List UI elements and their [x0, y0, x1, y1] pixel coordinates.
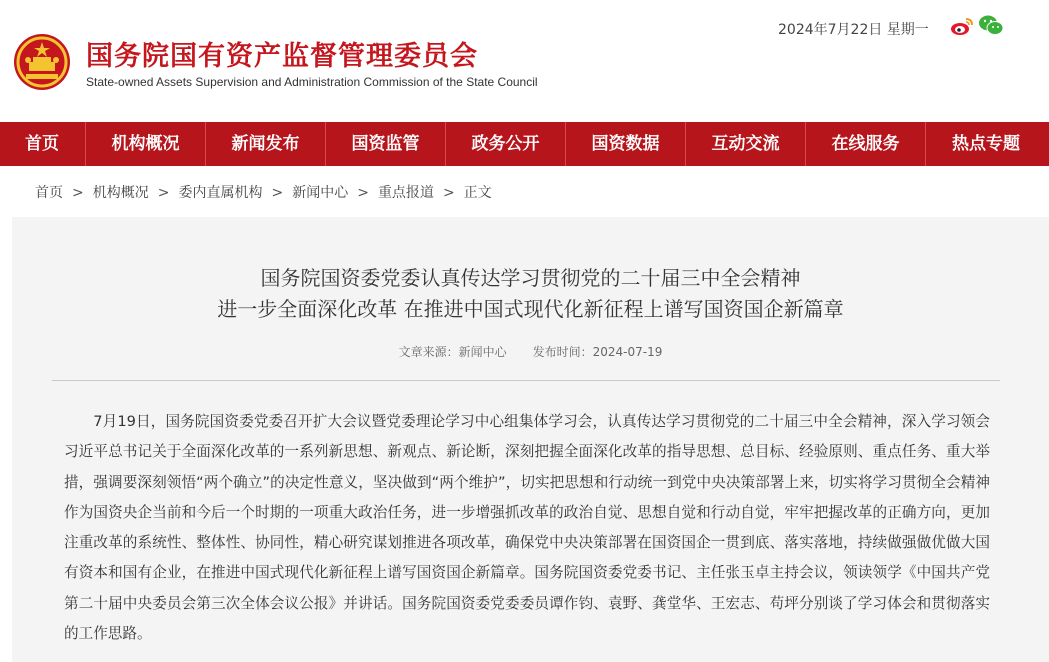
nav-item-interaction[interactable]: 互动交流	[686, 122, 806, 166]
divider	[52, 380, 1000, 381]
national-emblem-icon[interactable]	[12, 32, 72, 92]
breadcrumb-separator: >	[357, 185, 369, 201]
nav-item-hot-topics[interactable]: 热点专题	[952, 134, 1020, 154]
breadcrumb-separator: >	[442, 185, 455, 201]
site-title[interactable]: 国务院国有资产监督管理委员会	[86, 41, 478, 72]
breadcrumb-affiliated-units[interactable]: 委内直属机构	[178, 185, 263, 201]
breadcrumb-organization[interactable]: 机构概况	[92, 185, 149, 201]
wechat-icon[interactable]	[978, 14, 1004, 36]
site-header	[0, 0, 1049, 122]
breadcrumb-separator: >	[157, 185, 170, 201]
breadcrumb-separator: >	[72, 185, 84, 201]
breadcrumb-key-reports[interactable]: 重点报道	[377, 185, 434, 201]
breadcrumb-home[interactable]: 首页	[35, 185, 63, 201]
nav-item-government-affairs[interactable]: 政务公开	[446, 122, 566, 166]
nav-item-data[interactable]: 国资数据	[566, 122, 686, 166]
article-title	[12, 263, 1049, 325]
nav-item-supervision[interactable]: 国资监管	[326, 122, 446, 166]
weibo-icon[interactable]	[950, 16, 974, 36]
article-source: 文章来源：新闻中心	[398, 345, 507, 359]
nav-item-online-service[interactable]: 在线服务	[806, 122, 926, 166]
breadcrumb-news-center[interactable]: 新闻中心	[292, 185, 349, 201]
breadcrumb-separator: >	[271, 185, 284, 201]
main-nav	[0, 122, 1049, 166]
article-container	[12, 217, 1049, 662]
article-publish-time: 发布时间：2024-07-19	[532, 345, 663, 359]
breadcrumb-current: 正文	[463, 185, 492, 201]
article-title-line2: 进一步全面深化改革 在推进中国式现代化新征程上谱写国资国企新篇章	[217, 297, 844, 321]
nav-item-news-release[interactable]: 新闻发布	[206, 122, 326, 166]
breadcrumb	[35, 182, 492, 202]
nav-item-organization[interactable]: 机构概况	[86, 122, 206, 166]
current-date: 2024年7月22日 星期一	[778, 22, 929, 38]
article-title-line1: 国务院国资委党委认真传达学习贯彻党的二十届三中全会精神	[260, 266, 801, 290]
article-meta	[12, 343, 1049, 360]
site-subtitle: State-owned Assets Supervision and Administration Commission of the State Council	[86, 75, 538, 89]
nav-item-home[interactable]: 首页	[0, 122, 86, 166]
article-body: 7月19日，国务院国资委党委召开扩大会议暨党委理论学习中心组集体学习会，认真传达学习贯彻党的二十届三中全会精神，深入学习领会习近平总书记关于全面深化改革的一系列新思想、新观点、新论断，深刻把握全面深化改革的指导思想、总目标、经验原则、重点任务、重大举措，强调要深刻领悟“两个确立”的决定性意义，坚决做到“两个维护”，切实把思想和行动统一到党中央决策部署上来，切实将学习贯彻全会精神作为国资央企当前和今后一个时期的一项重大政治任务，进一步增强抓改革的政治自觉、思想自觉和行动自觉，牢牢把握改革的正确方向，更加注重改革的系统性、整体性、协同性，精心研究谋划推进各项改革，确保党中央决策部署在国资国企一贯到底、落实落地，持续做强做优做大国有资本和国有企业，在推进中国式现代化新征程上谱写国资国企新篇章。国务院国资委党委书记、主任张玉卓主持会议，领读领学《中国共产党第二十届中央委员会第三次全体会议公报》并讲话。国务院国资委党委委员谭作钧、袁野、龚堂华、王宏志、苟坪分别谈了学习体会和贯彻落实的工作思路。	[64, 413, 990, 643]
